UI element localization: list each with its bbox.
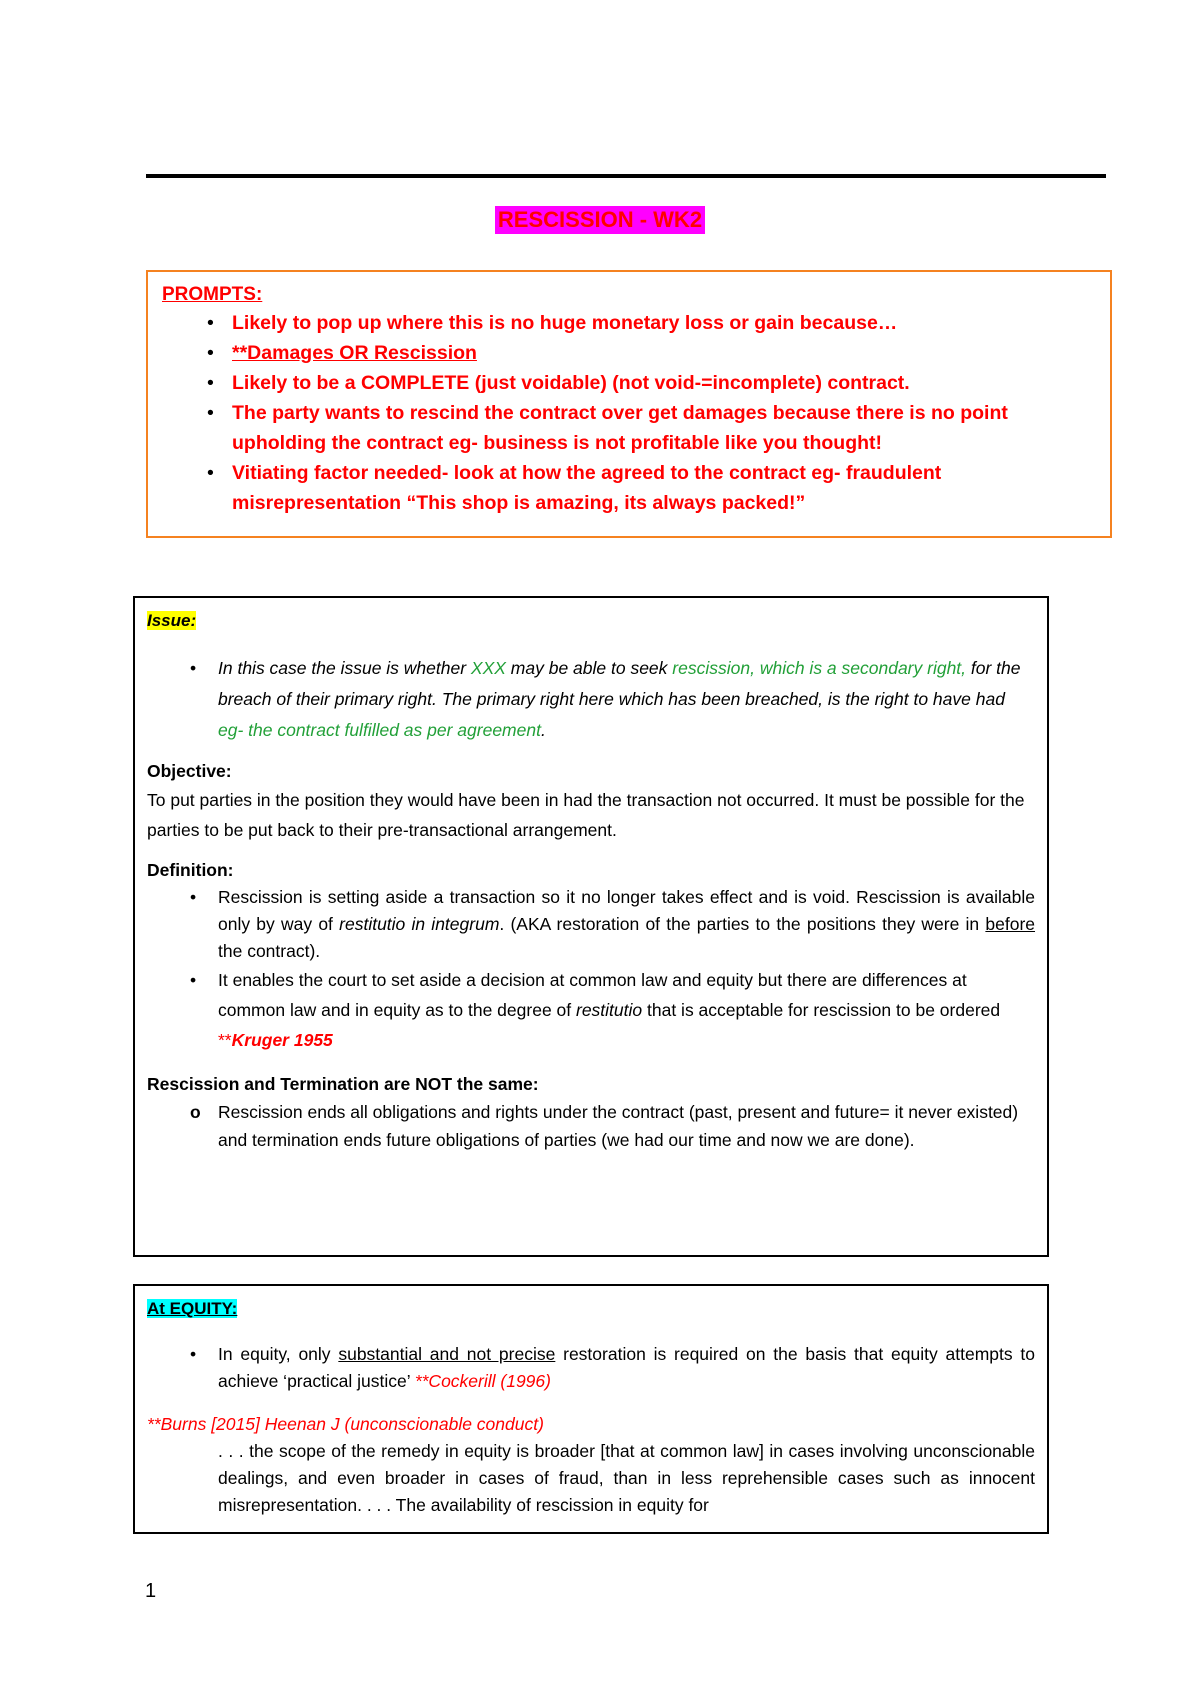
equity-box [133,1284,1049,1534]
bullet-icon: • [207,342,214,364]
bullet-icon: • [207,372,214,394]
equity-label: At EQUITY: [147,1299,238,1318]
definition-item: • Rescission is setting aside a transaction so it no longer takes effect and is void. Rescission is available only by way of restitutio in integrum. (AKA restoration of the parties to the positions they were in before the contract). [147,884,1035,965]
bullet-icon: • [207,402,214,424]
bullet-icon: • [207,312,214,334]
prompts-box [146,270,1112,538]
circle-bullet-icon: o [190,1102,201,1122]
issue-item: • In this case the issue is whether XXX may be able to seek rescission, which is a secondary right, for the breach of their primary right. The primary right here which has been breached, is the right to have had eg- the contract fulfilled as per agreement. [147,653,1035,746]
prompt-item: • Vitiating factor needed- look at how the agreed to the contract eg- fraudulent misrepresentation “This shop is amazing, its always packed!” [162,458,1096,518]
objective-heading: Objective: [147,761,232,781]
prompt-item: • The party wants to rescind the contract over get damages because there is no point upholding the contract eg- business is not profitable like you thought! [162,398,1096,458]
issue-label: Issue: [147,611,197,630]
definition-heading: Definition: [147,860,234,880]
prompts-list [162,308,1096,518]
bullet-icon: • [190,658,197,678]
prompts-heading: PROMPTS: [162,284,263,305]
title-wrap [0,206,1200,234]
objective-text: To put parties in the position they would have been in had the transaction not occurred. It must be possible for the parties to be put back to their pre-transactional arrangement. [147,790,1025,840]
case-quote: . . . the scope of the remedy in equity is broader [that at common law] in cases involving unconscionable dealings, and even broader in cases of fraud, than in less reprehensible cases such as innocent misrepresentation. . . . The availability of rescission in equity for [218,1441,1035,1515]
equity-item: • In equity, only substantial and not precise restoration is required on the basis that equity attempts to achieve ‘practical justice’ **Cockerill (1996) [147,1341,1035,1395]
bullet-icon: • [207,462,214,484]
issue-box [133,596,1049,1257]
header-rule [146,174,1106,178]
termination-heading: Rescission and Termination are NOT the same: [147,1074,539,1094]
bullet-icon: • [190,970,197,990]
page-title: RESCISSION - WK2 [495,206,705,234]
prompt-item: • Likely to be a COMPLETE (just voidable) (not void-=incomplete) contract. [162,368,1096,398]
bullet-icon: • [190,887,197,907]
prompt-item: • Likely to pop up where this is no huge monetary loss or gain because… [162,308,1096,338]
prompt-item: • **Damages OR Rescission [162,338,1096,368]
bullet-icon: • [190,1344,197,1364]
definition-item: • It enables the court to set aside a decision at common law and equity but there are differences at common law and in equity as to the degree of restitutio that is acceptable for rescission to be ordered **Kruger 1955 [147,965,1035,1055]
termination-item: o Rescission ends all obligations and rights under the contract (past, present and future= it never existed) and termination ends future obligations of parties (we had our time and now we are done). [147,1098,1035,1154]
page-number: 1 [145,1580,157,1602]
case-heading: **Burns [2015] Heenan J (unconscionable conduct) [147,1414,544,1434]
